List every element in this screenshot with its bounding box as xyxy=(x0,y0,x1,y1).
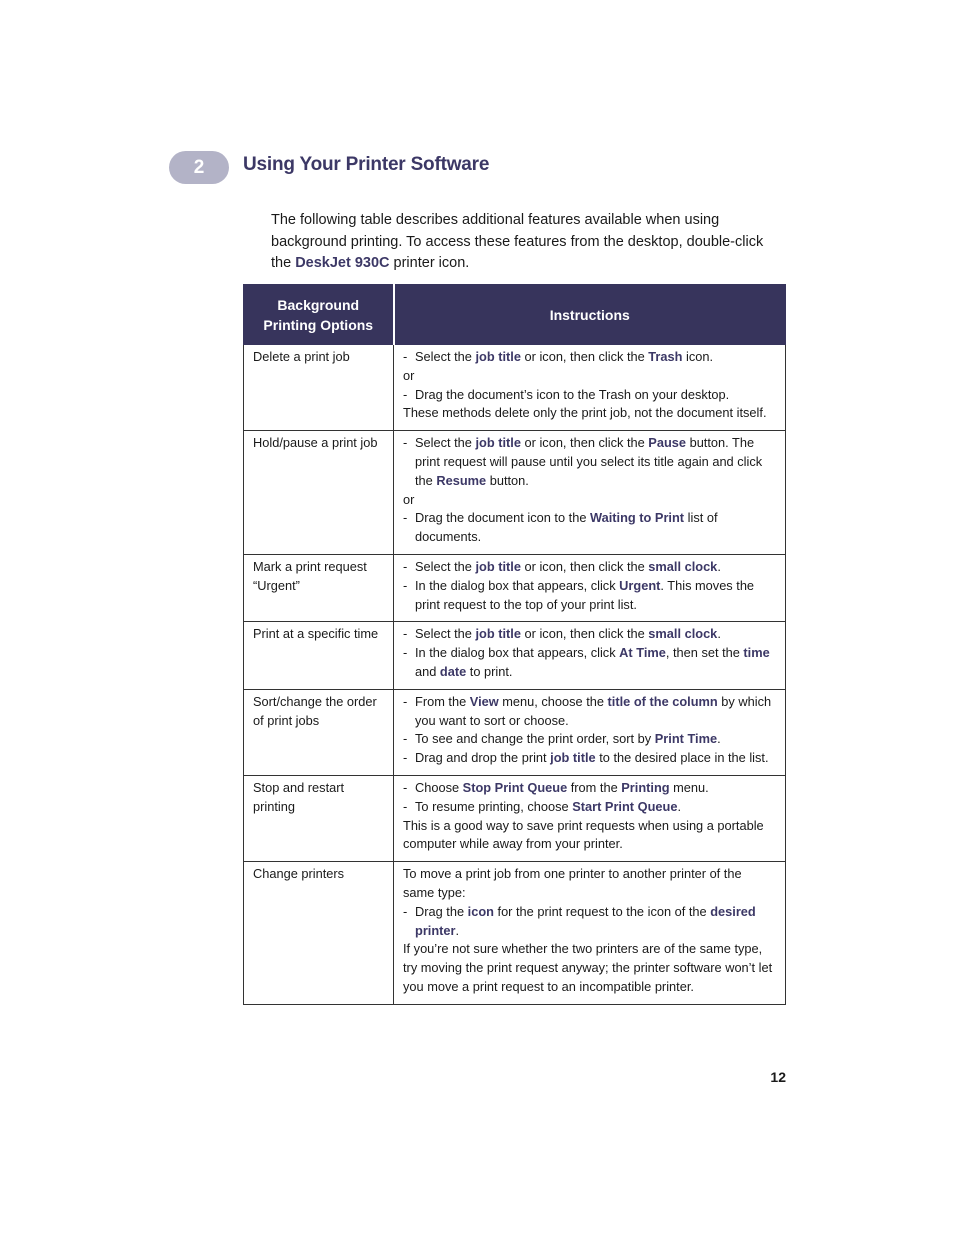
ui-term: job title xyxy=(475,349,521,364)
ui-term: icon xyxy=(467,903,494,919)
option-cell: Mark a print request “Urgent” xyxy=(244,554,394,621)
instruction-note xyxy=(403,404,776,423)
ui-term: At Time xyxy=(619,645,666,661)
ui-term: job title xyxy=(475,558,521,574)
instruction-step xyxy=(403,509,776,547)
instruction-text: Drag the xyxy=(415,903,468,919)
chapter-title: Using Your Printer Software xyxy=(243,154,490,175)
ui-term: Printing xyxy=(621,779,670,795)
instruction-step xyxy=(403,558,776,577)
instruction-step xyxy=(403,730,776,749)
instruction-step xyxy=(403,903,776,941)
instruction-text: Drag and drop the print xyxy=(415,750,551,766)
ui-term: Pause xyxy=(648,435,687,451)
table-row xyxy=(244,431,786,555)
instruction-text: or xyxy=(403,491,415,507)
ui-term: date xyxy=(439,663,467,679)
intro-paragraph xyxy=(271,210,771,275)
ui-term: Start Print Queue xyxy=(572,798,678,814)
instructions-cell xyxy=(394,345,786,431)
instruction-text: In the dialog box that appears, click xyxy=(415,577,620,593)
ui-term: Stop Print Queue xyxy=(462,779,568,795)
instruction-text: From the xyxy=(415,693,470,709)
ui-term: Urgent xyxy=(619,577,661,593)
instruction-text: To resume printing, choose xyxy=(415,798,573,814)
instruction-text: , then set the xyxy=(665,645,744,661)
instruction-text: by which you want to sort or choose. xyxy=(415,693,772,728)
instruction-text: to print. xyxy=(466,663,513,679)
instruction-text: or icon, then click the xyxy=(520,626,649,642)
instruction-list xyxy=(403,903,776,941)
ui-term: small clock xyxy=(648,626,718,642)
page-number: 12 xyxy=(770,1069,786,1085)
intro-text-before: The following table describes additional features available when using background printing. To access these features from the desktop, double-click the xyxy=(271,212,764,271)
instruction-list xyxy=(403,348,776,367)
instructions-cell xyxy=(394,775,786,861)
option-cell: Stop and restart printing xyxy=(244,775,394,861)
ui-term: small clock xyxy=(648,558,718,574)
instruction-step xyxy=(403,644,776,682)
instruction-text: . xyxy=(717,558,721,574)
option-cell: Change printers xyxy=(244,862,394,1005)
instruction-text: or icon, then click the xyxy=(520,349,649,364)
instruction-text: Select the xyxy=(415,435,476,451)
instruction-list xyxy=(403,625,776,681)
instructions-cell xyxy=(394,431,786,555)
option-cell: Print at a specific time xyxy=(244,622,394,689)
instruction-text: . xyxy=(717,731,721,747)
ui-term: desired printer xyxy=(415,903,756,938)
instruction-list xyxy=(403,558,776,614)
instruction-step xyxy=(403,625,776,644)
instruction-list xyxy=(403,693,776,768)
instruction-text: Select the xyxy=(415,558,476,574)
table-row xyxy=(244,554,786,621)
instruction-text: . xyxy=(677,798,682,814)
instruction-note xyxy=(403,491,776,510)
ui-term: job title xyxy=(550,750,596,766)
instruction-note xyxy=(403,865,776,903)
instruction-step xyxy=(403,798,776,817)
ui-term: job title xyxy=(475,435,521,451)
instruction-text: and xyxy=(415,663,440,679)
printing-options-table xyxy=(243,284,786,1005)
instructions-cell xyxy=(394,689,786,775)
header-options: Background Printing Options xyxy=(244,285,394,345)
instruction-text: Drag the document’s icon to the Trash on your desktop. xyxy=(415,386,730,402)
instructions-cell xyxy=(394,622,786,689)
table-row xyxy=(244,862,786,1005)
instruction-text: button. xyxy=(486,472,529,488)
instructions-cell xyxy=(394,554,786,621)
instruction-step xyxy=(403,749,776,768)
instruction-text: or icon, then click the xyxy=(520,558,649,574)
instruction-note xyxy=(403,940,776,996)
ui-term: title of the column xyxy=(607,693,718,709)
instruction-text: . xyxy=(717,626,721,642)
ui-term: Resume xyxy=(436,472,487,488)
instruction-note xyxy=(403,817,776,855)
instruction-text: To move a print job from one printer to another printer of the same type: xyxy=(403,866,742,900)
instruction-step xyxy=(403,348,776,367)
instruction-note xyxy=(403,367,776,386)
instruction-text: If you’re not sure whether the two printers are of the same type, try moving the print request anyway; the printer software won’t let you move a print request to an incompatible printer. xyxy=(403,941,773,994)
instruction-list xyxy=(403,779,776,817)
instruction-list xyxy=(403,386,776,405)
instruction-text: button. The print request will pause until you select its title again and click the xyxy=(415,435,763,488)
instruction-text: from the xyxy=(567,779,622,795)
instruction-text: These methods delete only the print job, not the document itself. xyxy=(403,405,767,421)
ui-term: job title xyxy=(475,626,521,642)
instruction-text: Select the xyxy=(415,626,476,642)
table-row xyxy=(244,622,786,689)
instruction-list xyxy=(403,434,776,490)
ui-term: time xyxy=(743,645,770,661)
instruction-step xyxy=(403,577,776,615)
instruction-text: . This moves the print request to the top of your print list. xyxy=(415,577,755,612)
instruction-list xyxy=(403,509,776,547)
ui-term: Waiting to Print xyxy=(590,510,685,526)
chapter-number-badge: 2 xyxy=(169,151,229,184)
instruction-text: or xyxy=(403,367,415,383)
instruction-step xyxy=(403,779,776,798)
option-cell: Sort/change the order of print jobs xyxy=(244,689,394,775)
table-header-row xyxy=(244,285,786,345)
instruction-text: This is a good way to save print requests when using a portable computer while away from your printer. xyxy=(403,817,764,852)
ui-term: Print Time xyxy=(654,731,718,747)
header-instructions: Instructions xyxy=(394,285,786,345)
ui-term: View xyxy=(469,693,499,709)
instruction-step xyxy=(403,434,776,490)
option-cell: Delete a print job xyxy=(244,345,394,431)
instruction-text: list of documents. xyxy=(415,510,718,545)
instruction-text: menu. xyxy=(669,779,709,795)
instruction-text: Choose xyxy=(415,779,463,795)
ui-term: Trash xyxy=(648,349,683,364)
instruction-step xyxy=(403,693,776,731)
instruction-text: menu, choose the xyxy=(498,693,608,709)
instruction-text: Select the xyxy=(415,349,476,364)
instruction-text: Drag the document icon to the xyxy=(415,510,590,526)
instruction-text: To see and change the print order, sort by xyxy=(415,731,655,747)
instruction-text: icon. xyxy=(682,349,714,364)
table-row xyxy=(244,775,786,861)
instruction-step xyxy=(403,386,776,405)
intro-text-after: printer icon. xyxy=(389,255,470,271)
option-cell: Hold/pause a print job xyxy=(244,431,394,555)
table-row xyxy=(244,345,786,431)
intro-product-name: DeskJet 930C xyxy=(295,255,390,271)
instruction-text: or icon, then click the xyxy=(520,435,649,451)
instruction-text: for the print request to the icon of the xyxy=(493,903,711,919)
instruction-text: to the desired place in the list. xyxy=(595,750,769,766)
instructions-cell xyxy=(394,862,786,1005)
table-row xyxy=(244,689,786,775)
instruction-text: In the dialog box that appears, click xyxy=(415,645,620,661)
instruction-text: . xyxy=(455,922,460,938)
